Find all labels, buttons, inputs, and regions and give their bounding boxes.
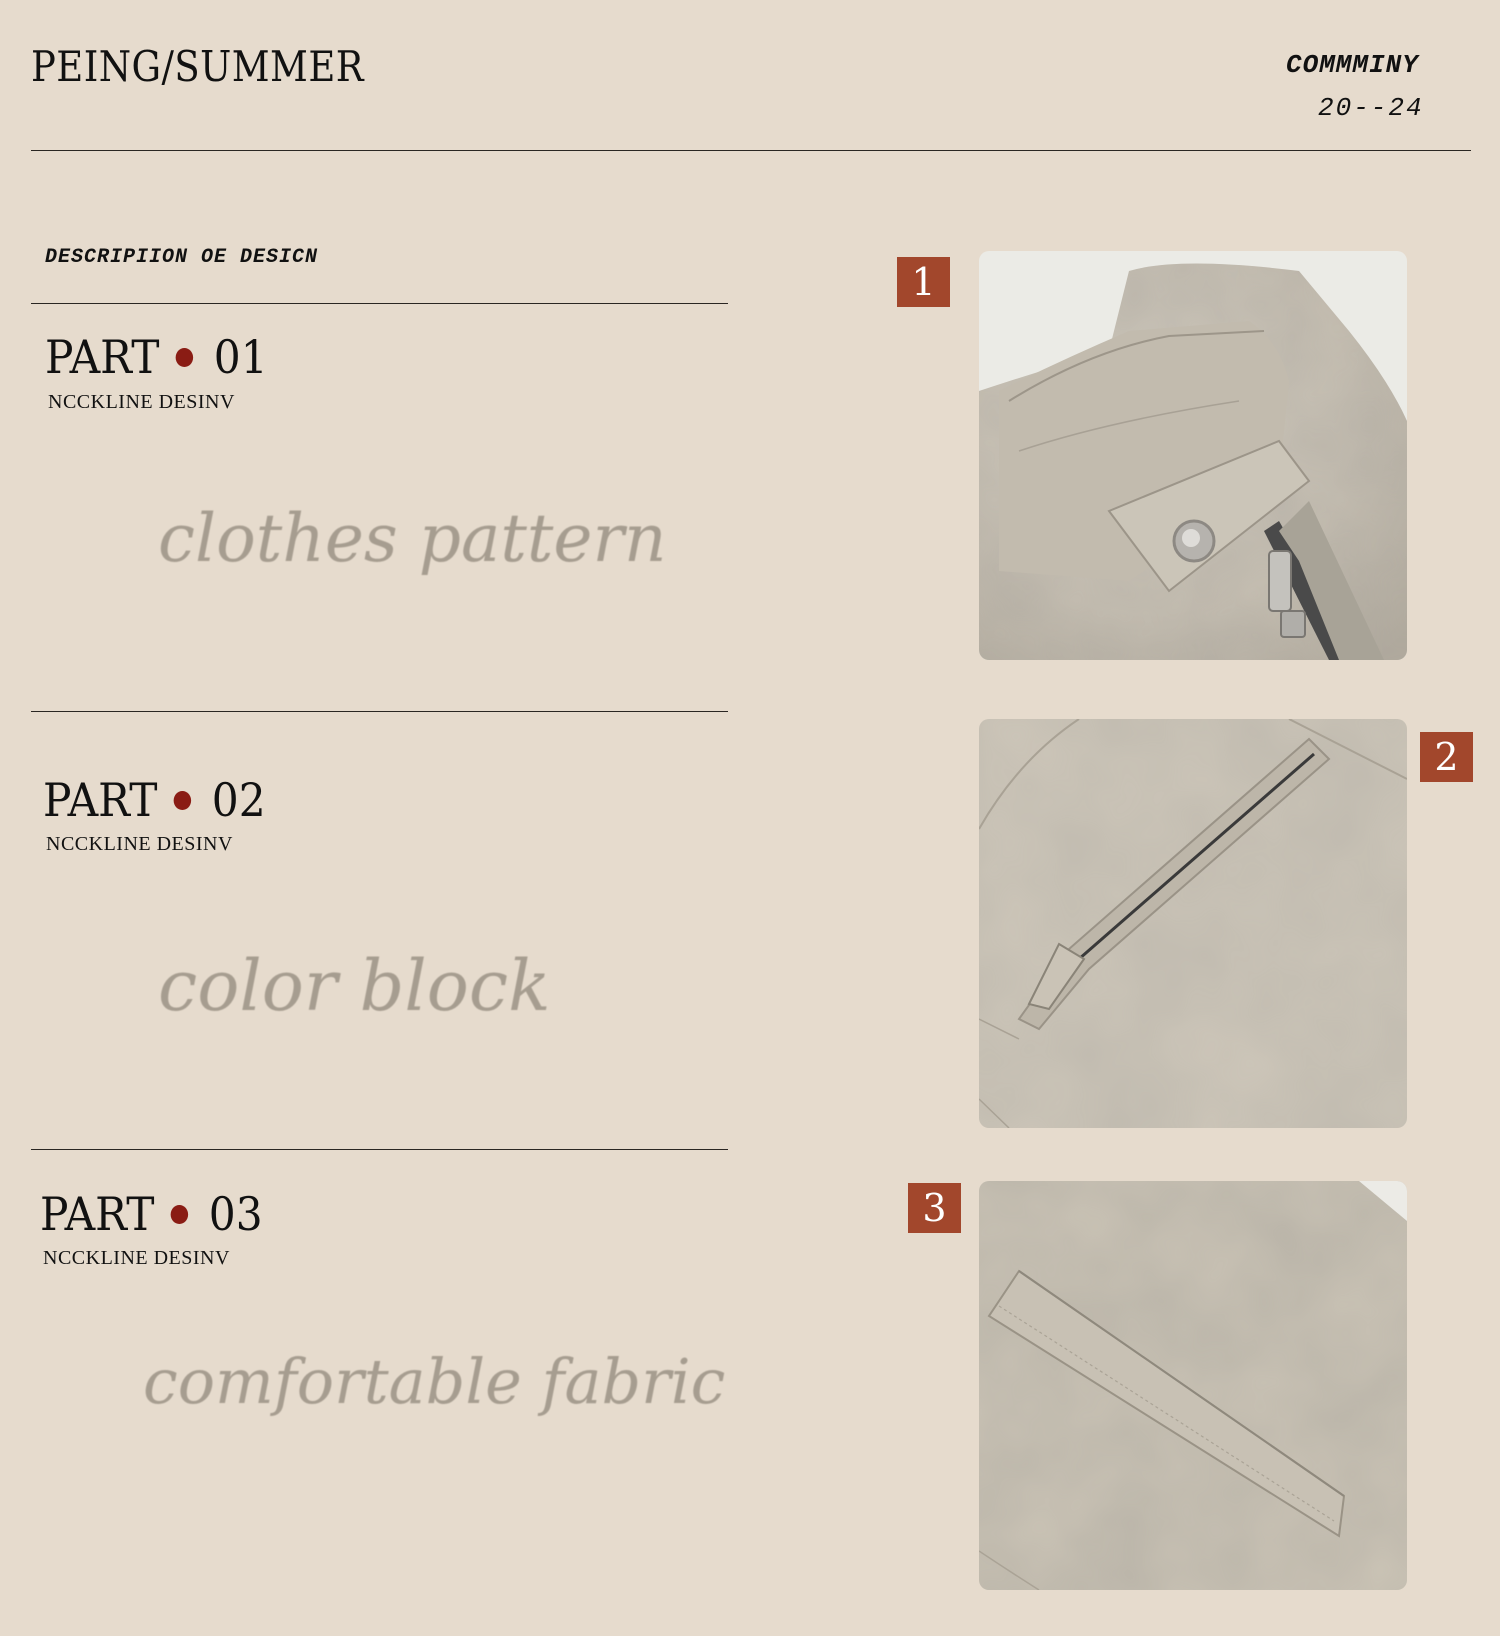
badge-1: 1	[897, 257, 950, 307]
part-divider	[31, 1149, 728, 1150]
section-heading: DESCRIPIION OE DESICN	[45, 246, 319, 269]
zip-pocket-photo	[979, 719, 1407, 1128]
header-divider	[31, 150, 1471, 151]
part-02-title	[43, 773, 266, 827]
welt-pocket-photo	[979, 1181, 1407, 1590]
red-dot-icon	[174, 791, 191, 810]
brand-title: PEING/SUMMER	[31, 42, 365, 91]
brand-year: 20--24	[1318, 93, 1424, 123]
part-divider	[31, 711, 728, 712]
part-01-subtitle: NCCKLINE DESINV	[48, 391, 235, 413]
part-label: PART	[45, 330, 160, 384]
part-label: PART	[40, 1187, 155, 1241]
badge-2: 2	[1420, 732, 1473, 782]
red-dot-icon	[176, 348, 193, 367]
brand-label: COMMMINY	[1286, 50, 1419, 80]
part-03-script: comfortable fabric	[143, 1345, 726, 1418]
part-number: 01	[213, 330, 268, 384]
part-01-title	[45, 330, 268, 384]
badge-3: 3	[908, 1183, 961, 1233]
part-03-title	[40, 1187, 263, 1241]
part-number: 03	[208, 1187, 263, 1241]
part-02-script: color block	[158, 945, 551, 1027]
part-03-subtitle: NCCKLINE DESINV	[43, 1247, 230, 1269]
part-02-subtitle: NCCKLINE DESINV	[46, 833, 233, 855]
red-dot-icon	[171, 1205, 188, 1224]
section-divider	[31, 303, 728, 304]
collar-detail-photo	[979, 251, 1407, 660]
part-number: 02	[211, 773, 266, 827]
part-label: PART	[43, 773, 158, 827]
part-01-script: clothes pattern	[158, 500, 667, 577]
